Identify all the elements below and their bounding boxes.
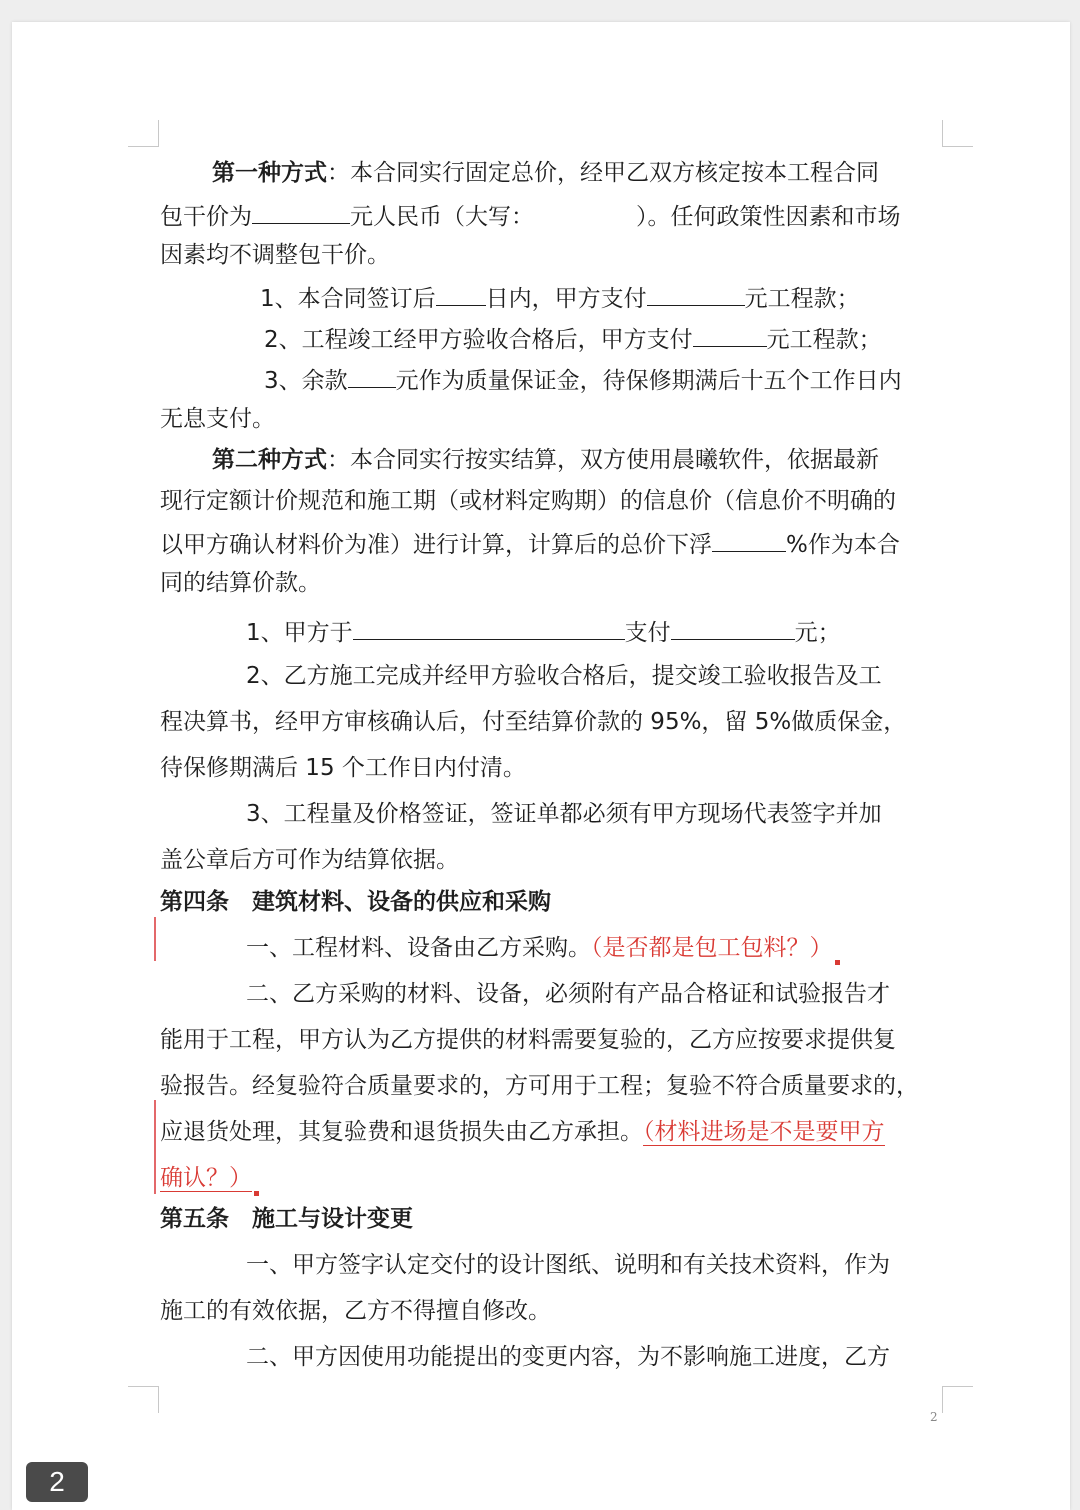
list-item — [264, 320, 882, 354]
text: 一、工程材料、设备由乙方采购。 — [246, 935, 591, 961]
text: 元工程款； — [766, 327, 882, 353]
text: 无息支付。 — [160, 406, 275, 432]
text: 第五条 施工与设计变更 — [160, 1206, 413, 1232]
list-item — [246, 1340, 890, 1374]
blank-field — [353, 613, 625, 640]
text: 现行定额计价规范和施工期（或材料定购期）的信息价（信息价不明确的 — [160, 488, 896, 514]
crop-mark-bottom-left — [128, 1386, 159, 1413]
paragraph-line — [160, 751, 526, 785]
text: 3、工程量及价格签证，签证单都必须有甲方现场代表签字并加 — [246, 801, 882, 827]
paragraph-line — [160, 1115, 885, 1149]
list-item — [260, 279, 860, 313]
text: ）。任何政策性因素和市场 — [636, 204, 901, 230]
paragraph-line — [160, 484, 896, 518]
paragraph-line — [160, 843, 459, 877]
blank-field — [712, 525, 786, 552]
text: 元； — [794, 620, 841, 646]
list-item — [246, 797, 882, 831]
text: 3、余款 — [264, 368, 348, 394]
document-page — [12, 22, 1070, 1510]
text: 应退货处理，其复验费和退货损失由乙方承担。 — [160, 1119, 643, 1145]
text: ：本合同实行按实结算，双方使用晨曦软件，依据最新 — [327, 447, 879, 473]
blank-field — [647, 279, 745, 306]
text: 第四条 建筑材料、设备的供应和采购 — [160, 889, 551, 915]
section-heading: 第一种方式 — [212, 160, 327, 186]
paragraph-line — [160, 1294, 551, 1328]
paragraph-line — [160, 1161, 259, 1195]
comment-insertion: （是否都是包工包料？） — [591, 935, 833, 961]
text: 包干价为 — [160, 204, 252, 230]
paragraph-line — [160, 566, 321, 600]
text: 支付 — [624, 620, 671, 646]
text: 2、乙方施工完成并经甲方验收合格后，提交竣工验收报告及工 — [246, 663, 882, 689]
text: 元人民币（大写： — [350, 204, 534, 230]
text: 元作为质量保证金，待保修期满后十五个工作日内 — [395, 368, 902, 394]
crop-mark-top-left — [128, 120, 159, 147]
text: 因素均不调整包干价。 — [160, 242, 390, 268]
text: 二、乙方采购的材料、设备，必须附有产品合格证和试验报告才 — [246, 981, 890, 1007]
text: 二、甲方因使用功能提出的变更内容，为不影响施工进度，乙方 — [246, 1344, 890, 1370]
article-heading — [160, 885, 551, 919]
paragraph-line — [160, 705, 906, 739]
blank-field — [671, 613, 795, 640]
paragraph-line — [160, 238, 390, 272]
text: 待保修期满后 15 个工作日内付清。 — [160, 755, 526, 781]
crop-mark-top-right — [942, 120, 973, 147]
revision-mark — [154, 917, 156, 961]
comment-anchor-icon — [254, 1191, 259, 1196]
blank-field — [693, 320, 767, 347]
paragraph — [212, 156, 879, 190]
text: 日内，甲方支付 — [485, 286, 647, 312]
paragraph-line — [160, 402, 275, 436]
list-item — [246, 977, 890, 1011]
comment-insertion: （材料进场是不是要甲方 — [643, 1119, 885, 1145]
section-heading: 第二种方式 — [212, 447, 327, 473]
list-item — [264, 361, 902, 395]
blank-field — [348, 361, 396, 388]
text: 以甲方确认材料价为准）进行计算，计算后的总价下浮 — [160, 532, 712, 558]
blank-field — [252, 197, 350, 224]
paragraph — [212, 443, 879, 477]
article-heading — [160, 1202, 413, 1236]
text: 同的结算价款。 — [160, 570, 321, 596]
paragraph-line — [160, 197, 901, 231]
paragraph-line — [160, 525, 900, 559]
text: 程决算书，经甲方审核确认后，付至结算价款的 95%，留 5%做质保金， — [160, 709, 907, 735]
list-item — [246, 613, 841, 647]
revision-mark — [154, 1100, 156, 1194]
list-item — [246, 659, 882, 693]
paragraph-line — [160, 1023, 896, 1057]
text: 一、甲方签字认定交付的设计图纸、说明和有关技术资料，作为 — [246, 1252, 890, 1278]
text: 盖公章后方可作为结算依据。 — [160, 847, 459, 873]
list-item — [246, 931, 840, 965]
text: 1、本合同签订后 — [260, 286, 436, 312]
text: 能用于工程，甲方认为乙方提供的材料需要复验的，乙方应按要求提供复 — [160, 1027, 896, 1053]
text: 施工的有效依据，乙方不得擅自修改。 — [160, 1298, 551, 1324]
page-number: 2 — [930, 1410, 938, 1424]
comment-insertion: 确认？） — [160, 1165, 252, 1191]
paragraph-line — [160, 1069, 919, 1103]
text: %作为本合 — [786, 532, 900, 558]
text: 1、甲方于 — [246, 620, 353, 646]
text: 元工程款； — [744, 286, 860, 312]
blank-field — [436, 279, 486, 306]
page-indicator-badge[interactable]: 2 — [26, 1462, 88, 1502]
comment-anchor-icon — [835, 960, 840, 965]
text: ：本合同实行固定总价，经甲乙双方核定按本工程合同 — [327, 160, 879, 186]
text: 验报告。经复验符合质量要求的，方可用于工程；复验不符合质量要求的， — [160, 1073, 919, 1099]
list-item — [246, 1248, 890, 1282]
crop-mark-bottom-right — [942, 1386, 973, 1413]
text: 2、工程竣工经甲方验收合格后，甲方支付 — [264, 327, 693, 353]
